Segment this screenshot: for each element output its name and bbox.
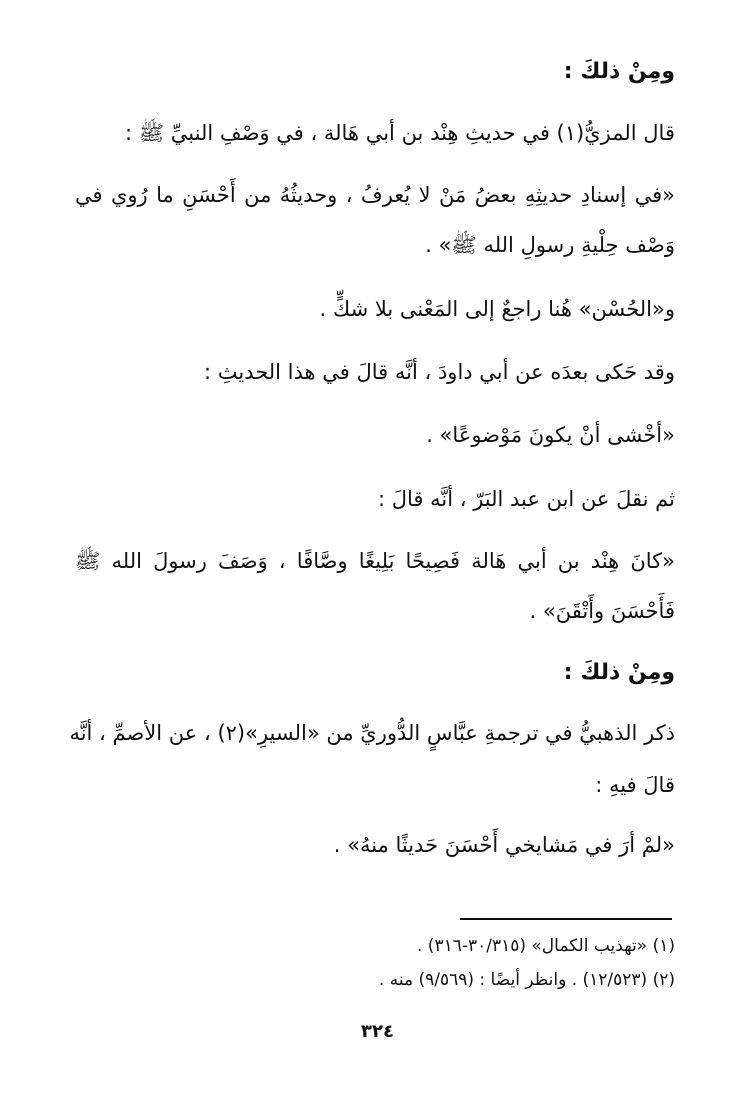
paragraph-dhahabi-line-1: ذكر الذهبيُّ في ترجمةِ عبَّاسٍ الدُّوريِّ من «السيرِ»(٢) ، عن الأصمِّ ، أنَّه bbox=[69, 721, 675, 745]
quote-3-line-2: فَأَحْسَنَ وأَتْقَنَ» . bbox=[529, 599, 675, 623]
section-heading-1: ومِنْ ذلكَ : bbox=[563, 59, 675, 84]
quote-4: «لمْ أرَ في مَشايخي أَحْسَنَ حَديثًا منهُ» . bbox=[333, 833, 675, 857]
quote-2: «أخْشى أنْ يكونَ مَوْضوعًا» . bbox=[426, 423, 675, 447]
footnote-1: (١) «تهذيب الكمال» (٣٠/٣١٥-٣١٦) . bbox=[416, 936, 675, 956]
footnote-2: (٢) (١٢/٥٢٣) . وانظر أيضًا : (٩/٥٦٩) منه . bbox=[378, 970, 675, 990]
paragraph-mizzi-quote: قال المزيُّ(١) في حديثِ هِنْد بن أبي هَالة ، في وَصْفِ النبيِّ ﷺ : bbox=[124, 121, 675, 145]
footnote-divider bbox=[460, 918, 672, 920]
paragraph-dhahabi-line-2: قالَ فيهِ : bbox=[595, 773, 675, 797]
quote-1-line-2: وَصْف حِلْيةِ رسولِ الله ﷺ» . bbox=[425, 233, 675, 257]
quote-1-line-1: «في إسنادِ حديثِهِ بعضُ مَنْ لا يُعرفُ ، وحديثُهُ من أَحْسَنِ ما رُوي في bbox=[75, 183, 675, 207]
paragraph-ibn-abd-al-barr: ثم نقلَ عن ابن عبد البَرّ ، أنَّه قالَ : bbox=[378, 487, 675, 511]
section-heading-2: ومِنْ ذلكَ : bbox=[563, 660, 675, 685]
paragraph-abu-dawud: وقد حَكى بعدَه عن أبي داودَ ، أنَّه قالَ في هذا الحديثِ : bbox=[203, 360, 675, 384]
quote-3-line-1: «كانَ هِنْد بن أبي هَالة فَصِيحًا بَلِيغًا وصَّافًا ، وَصَفَ رسولَ الله ﷺ bbox=[75, 549, 675, 573]
page-number: ٣٢٤ bbox=[361, 1021, 394, 1042]
paragraph-husn-meaning: و«الحُسْن» هُنا راجعٌ إلى المَعْنى بلا شكٍّ . bbox=[319, 297, 675, 321]
